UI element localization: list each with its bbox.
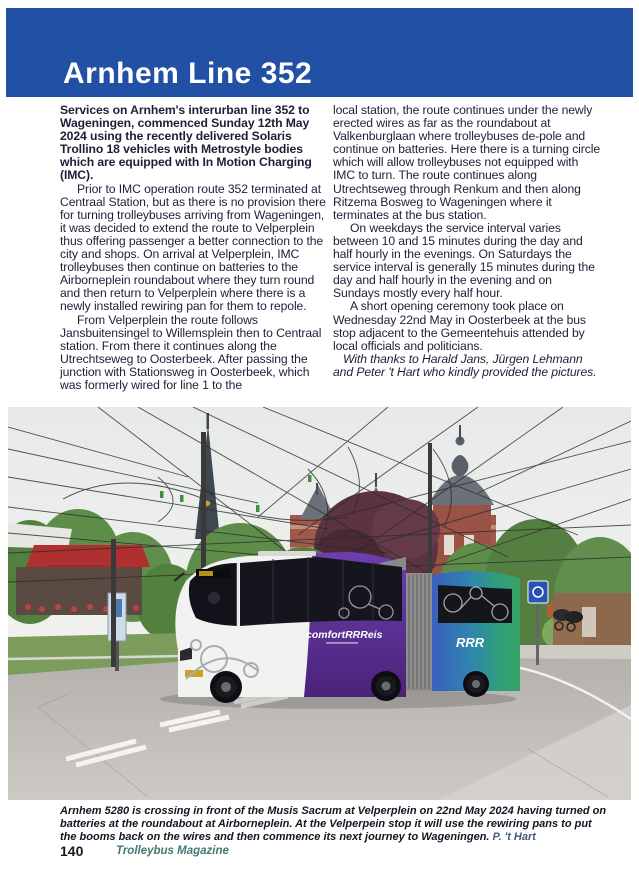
article-left-column	[60, 104, 326, 392]
intro-paragraph: Services on Arnhem's interurban line 352 to Wageningen, commenced Sunday 12th May 2024 using the recently delivered Solaris Trollino 18 vehicles with Metrostyle bodies which are equipped with In Motion Charging (IMC).	[60, 103, 312, 183]
magazine-name: Trolleybus Magazine	[116, 845, 229, 857]
trolleybus	[174, 551, 520, 703]
photo-caption	[60, 805, 608, 844]
photo-credit: P. 't Hart	[492, 830, 536, 843]
title-bar	[6, 8, 633, 97]
caption-text: Arnhem 5280 is crossing in front of the Musis Sacrum at Velperplein on 22nd May 2024 having turned on batteries at the roundabout at Airborneplein. At the Velperpein stop it will use the rewiring pans to put the booms back on the wires and then commence its next journey to Wageningen.	[60, 805, 607, 843]
paragraph: local station, the route continues under the newly erected wires as far as the roundabout at Valkenburglaan where trolleybuses de-pole and continue on batteries. Here there is a turning circle which will allow trolleybuses not equipped with IMC to turn. The route continues along Utrechtseweg through Renkum and then along Ritzema Bosweg to Wageningen where it terminates at the bus station.	[333, 103, 601, 222]
acknowledgement-paragraph: With thanks to Harald Jans, Jürgen Lehmann and Peter 't Hart who kindly provided the pictures.	[333, 351, 597, 379]
bus-front-section	[174, 551, 406, 697]
trolleybus-photo	[8, 407, 631, 800]
paragraph: From Velperplein the route follows Jansbuitensingel to Willemsplein then to Centraal station. From there it continues along the Utrechtseweg to Oosterbeek. After passing the junction with Stationsweg in Oosterbeek, which was formerly wired for line 1 to the	[60, 312, 322, 392]
bus-branding-text: comfortRRReis	[306, 629, 383, 641]
photo-illustration	[8, 407, 631, 800]
paragraph: A short opening ceremony took place on Wednesday 22nd May in Oosterbeek at the bus stop adjacent to the Gemeentehuis attended by local officials and politicians.	[333, 299, 586, 353]
bus-rear-logo-text: RRR	[456, 635, 485, 650]
articulation-bellows	[406, 573, 432, 691]
page-number: 140	[60, 843, 84, 859]
page-footer	[60, 843, 600, 863]
article-right-column	[333, 104, 601, 379]
paragraph: On weekdays the service interval varies between 10 and 15 minutes during the day and half hourly in the evenings. On Saturdays the service interval is generally 15 minutes during the day and half hourly in the evening and on Sundays mostly every half hour.	[333, 220, 595, 301]
page-title: Arnhem Line 352	[63, 57, 313, 90]
paragraph: Prior to IMC operation route 352 terminated at Centraal Station, but as there is no provision there for turning trolleybuses arriving from Wageningen, it was decided to extend the route to Velperplein thus offering passenger a better connection to the city and shops. On arrival at Velperplein, IMC trolleybuses then continue on batteries to the Airborneplein roundabout where they turn round and then return to Velperplein where there is a newly installed rewiring pan for them to repole.	[60, 181, 326, 314]
